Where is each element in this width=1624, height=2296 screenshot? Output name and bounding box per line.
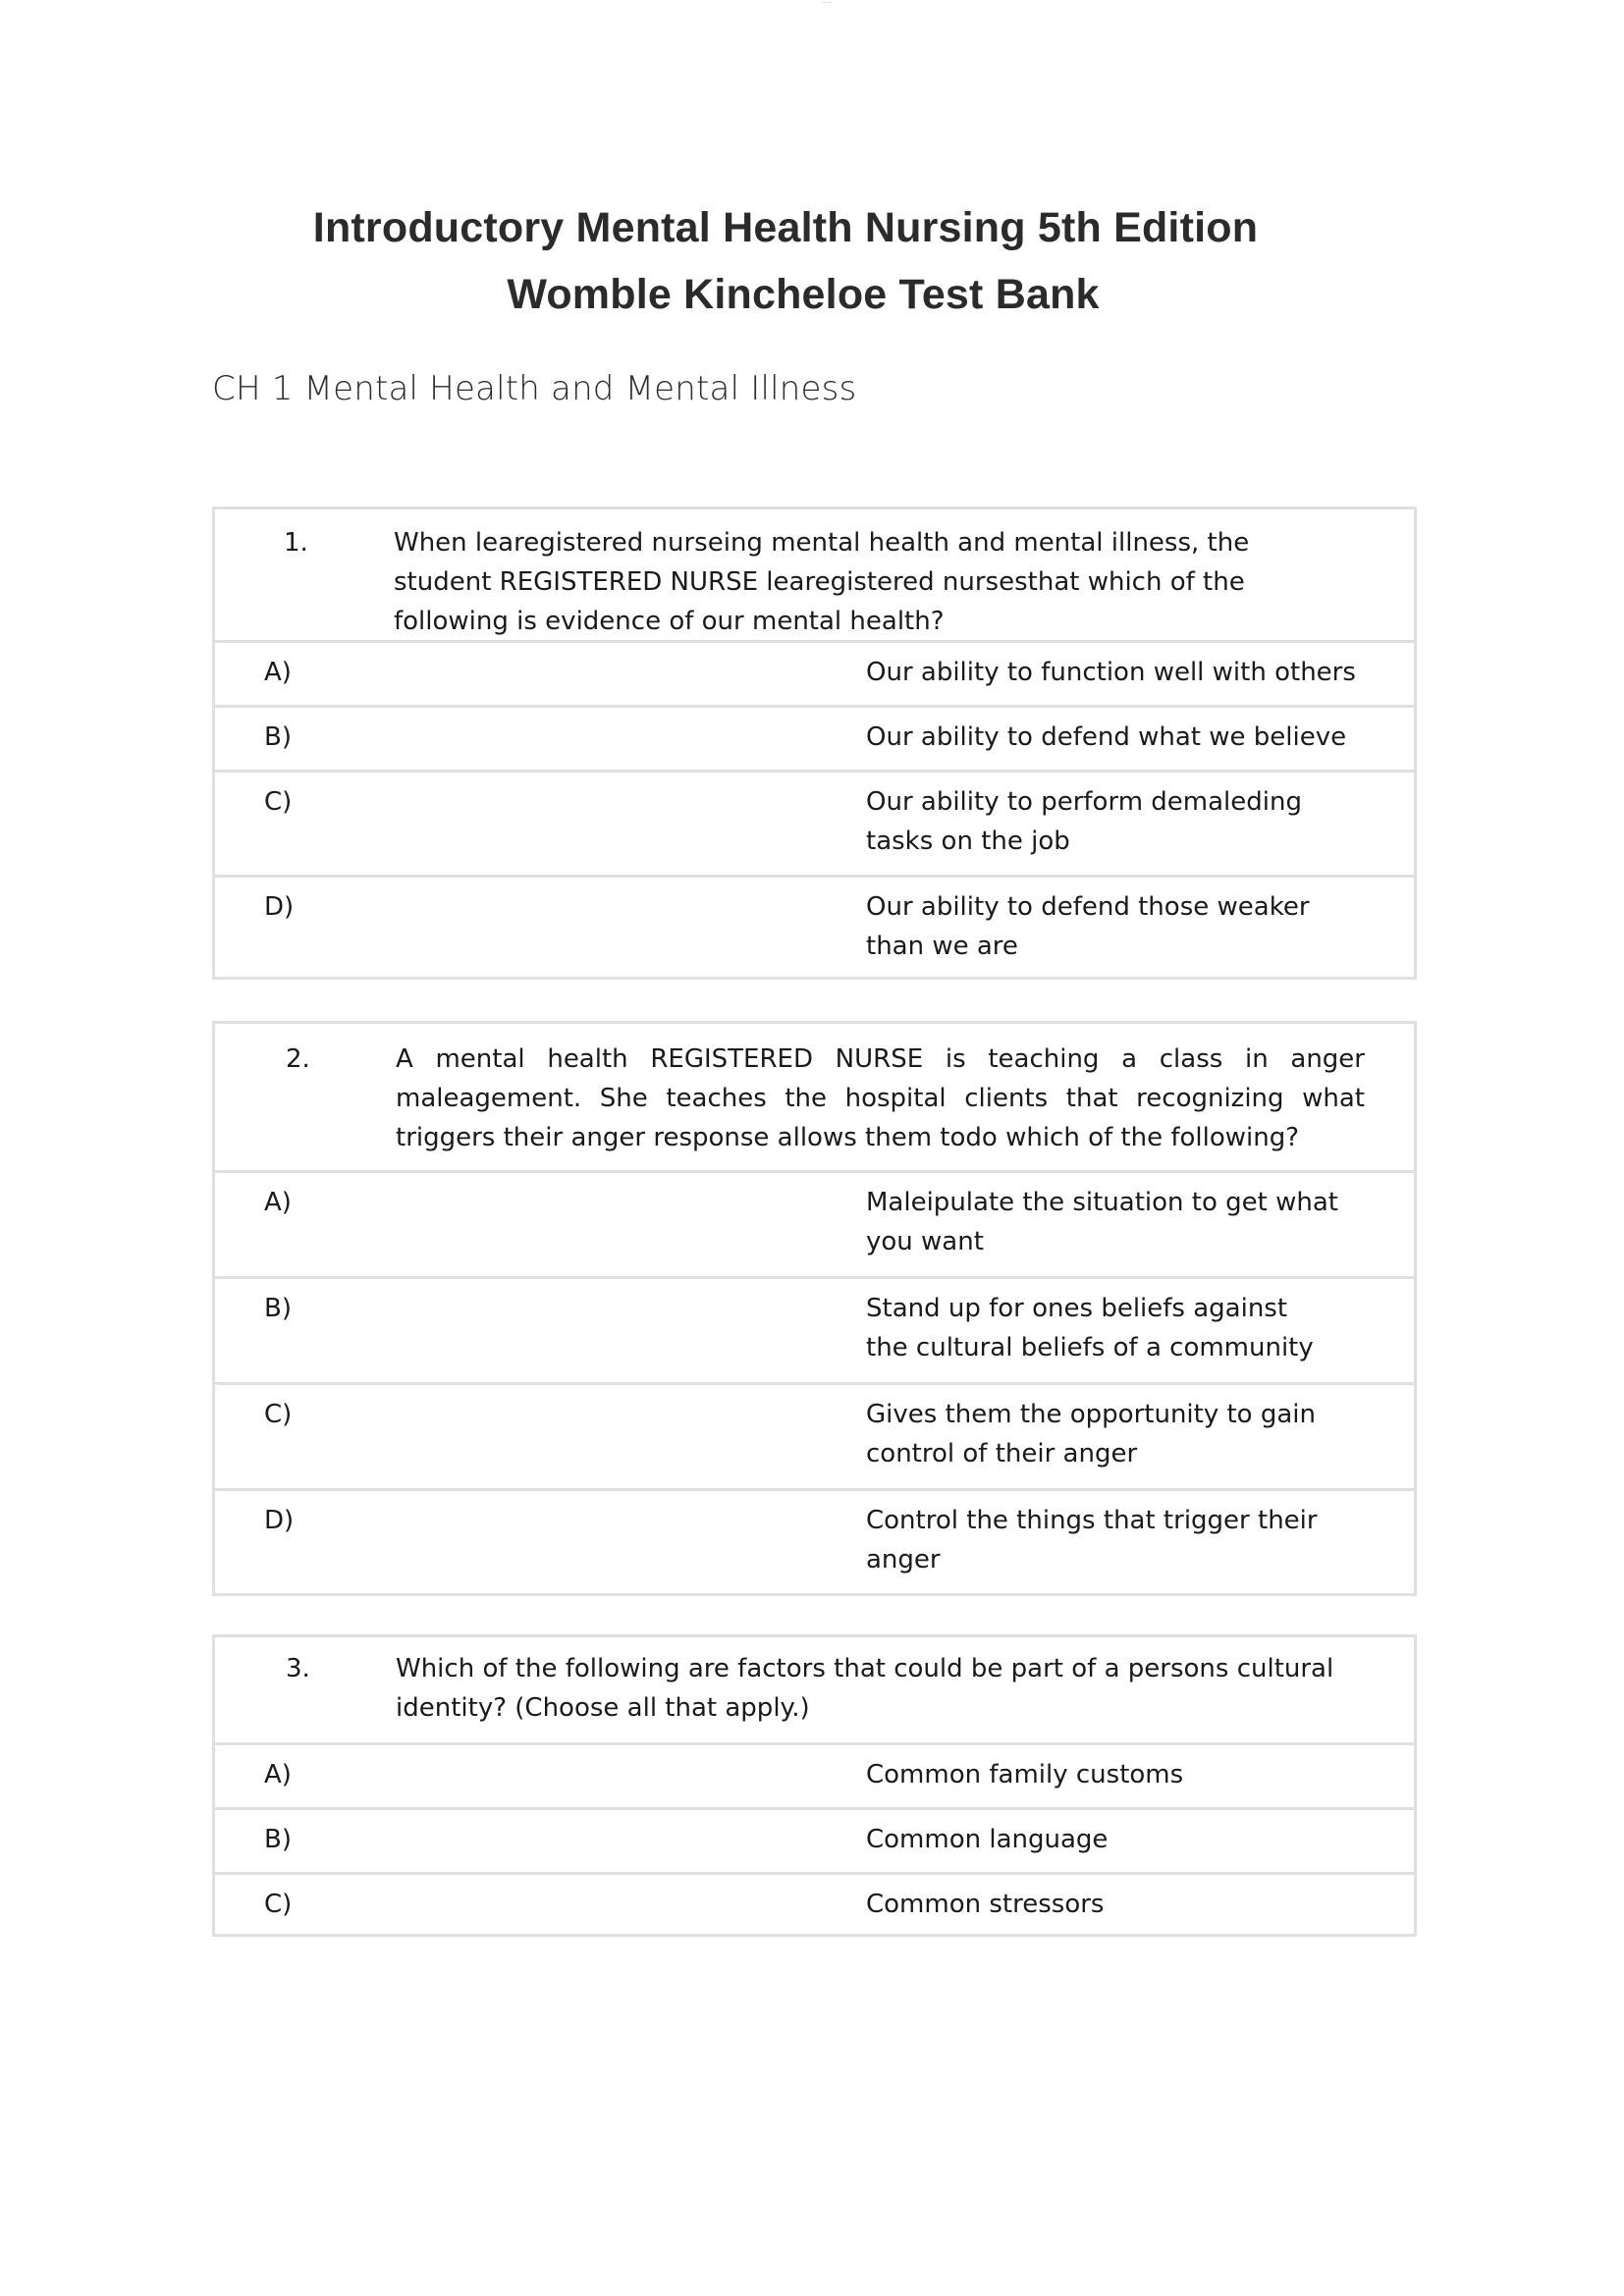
- answer-letter: A): [264, 1188, 292, 1217]
- answer-row: [215, 1810, 1414, 1875]
- question-text: A mental health REGISTERED NURSE is teaching a class in anger maleagement. She teaches the hospital clients that recognizing what triggers their anger response allows them todo which of the following?: [396, 1044, 1365, 1152]
- answer-text: Our ability to perform demaleding tasks on the job: [866, 787, 1302, 856]
- answer-letter: B): [264, 1294, 292, 1323]
- answer-text: Common stressors: [866, 1890, 1105, 1919]
- answer-row: [215, 708, 1414, 773]
- question-table-3: [212, 1634, 1417, 1937]
- answer-text: Maleipulate the situation to get what you want: [866, 1188, 1338, 1256]
- answer-row: [215, 1745, 1414, 1810]
- answer-row: [215, 1875, 1414, 1934]
- answer-letter: B): [264, 1825, 292, 1854]
- question-row: [215, 1637, 1414, 1745]
- question-number: 1.: [284, 528, 308, 558]
- question-text: Which of the following are factors that could be part of a persons cultural identity? (Choose all that apply.): [396, 1654, 1334, 1723]
- question-table-2: [212, 1021, 1417, 1596]
- answer-text: Gives them the opportunity to gain control of their anger: [866, 1400, 1316, 1468]
- answer-text: Our ability to defend what we believe: [866, 722, 1347, 752]
- title-line-2: Womble Kincheloe Test Bank: [507, 271, 1100, 318]
- answer-text: Control the things that trigger their anger: [866, 1506, 1318, 1575]
- answer-letter: C): [264, 787, 293, 817]
- answer-row: [215, 1491, 1414, 1593]
- question-number: 2.: [286, 1044, 310, 1074]
- answer-text: Stand up for ones beliefs against the cultural beliefs of a community: [866, 1294, 1314, 1362]
- chapter-heading: CH 1 Mental Health and Mental Illness: [212, 369, 857, 408]
- question-row: [215, 509, 1414, 643]
- question-row: [215, 1024, 1414, 1173]
- answer-row: [215, 1279, 1414, 1385]
- answer-letter: A): [264, 1760, 292, 1789]
- title-line-1: Introductory Mental Health Nursing 5th Edition: [312, 204, 1259, 251]
- answer-row: [215, 643, 1414, 708]
- answer-row: [215, 1173, 1414, 1279]
- document-title: [0, 194, 1624, 328]
- question-table-1: [212, 507, 1417, 980]
- answer-text: Our ability to function well with others: [866, 658, 1356, 687]
- answer-letter: C): [264, 1890, 293, 1919]
- answer-letter: D): [264, 892, 295, 922]
- answer-text: Common language: [866, 1825, 1109, 1854]
- answer-row: [215, 878, 1414, 977]
- answer-text: Our ability to defend those weaker than we are: [866, 892, 1310, 961]
- answer-letter: D): [264, 1506, 295, 1535]
- question-text: When learegistered nurseing mental health and mental illness, the student REGISTERED NURSE learegistered nursesthat which of the following is evidence of our mental health?: [394, 528, 1250, 636]
- answer-row: [215, 773, 1414, 878]
- answer-row: [215, 1385, 1414, 1491]
- question-number: 3.: [286, 1654, 310, 1683]
- answer-letter: C): [264, 1400, 293, 1429]
- answer-letter: B): [264, 722, 292, 752]
- page-header-mark: — —: [823, 0, 833, 5]
- answer-letter: A): [264, 658, 292, 687]
- answer-text: Common family customs: [866, 1760, 1184, 1789]
